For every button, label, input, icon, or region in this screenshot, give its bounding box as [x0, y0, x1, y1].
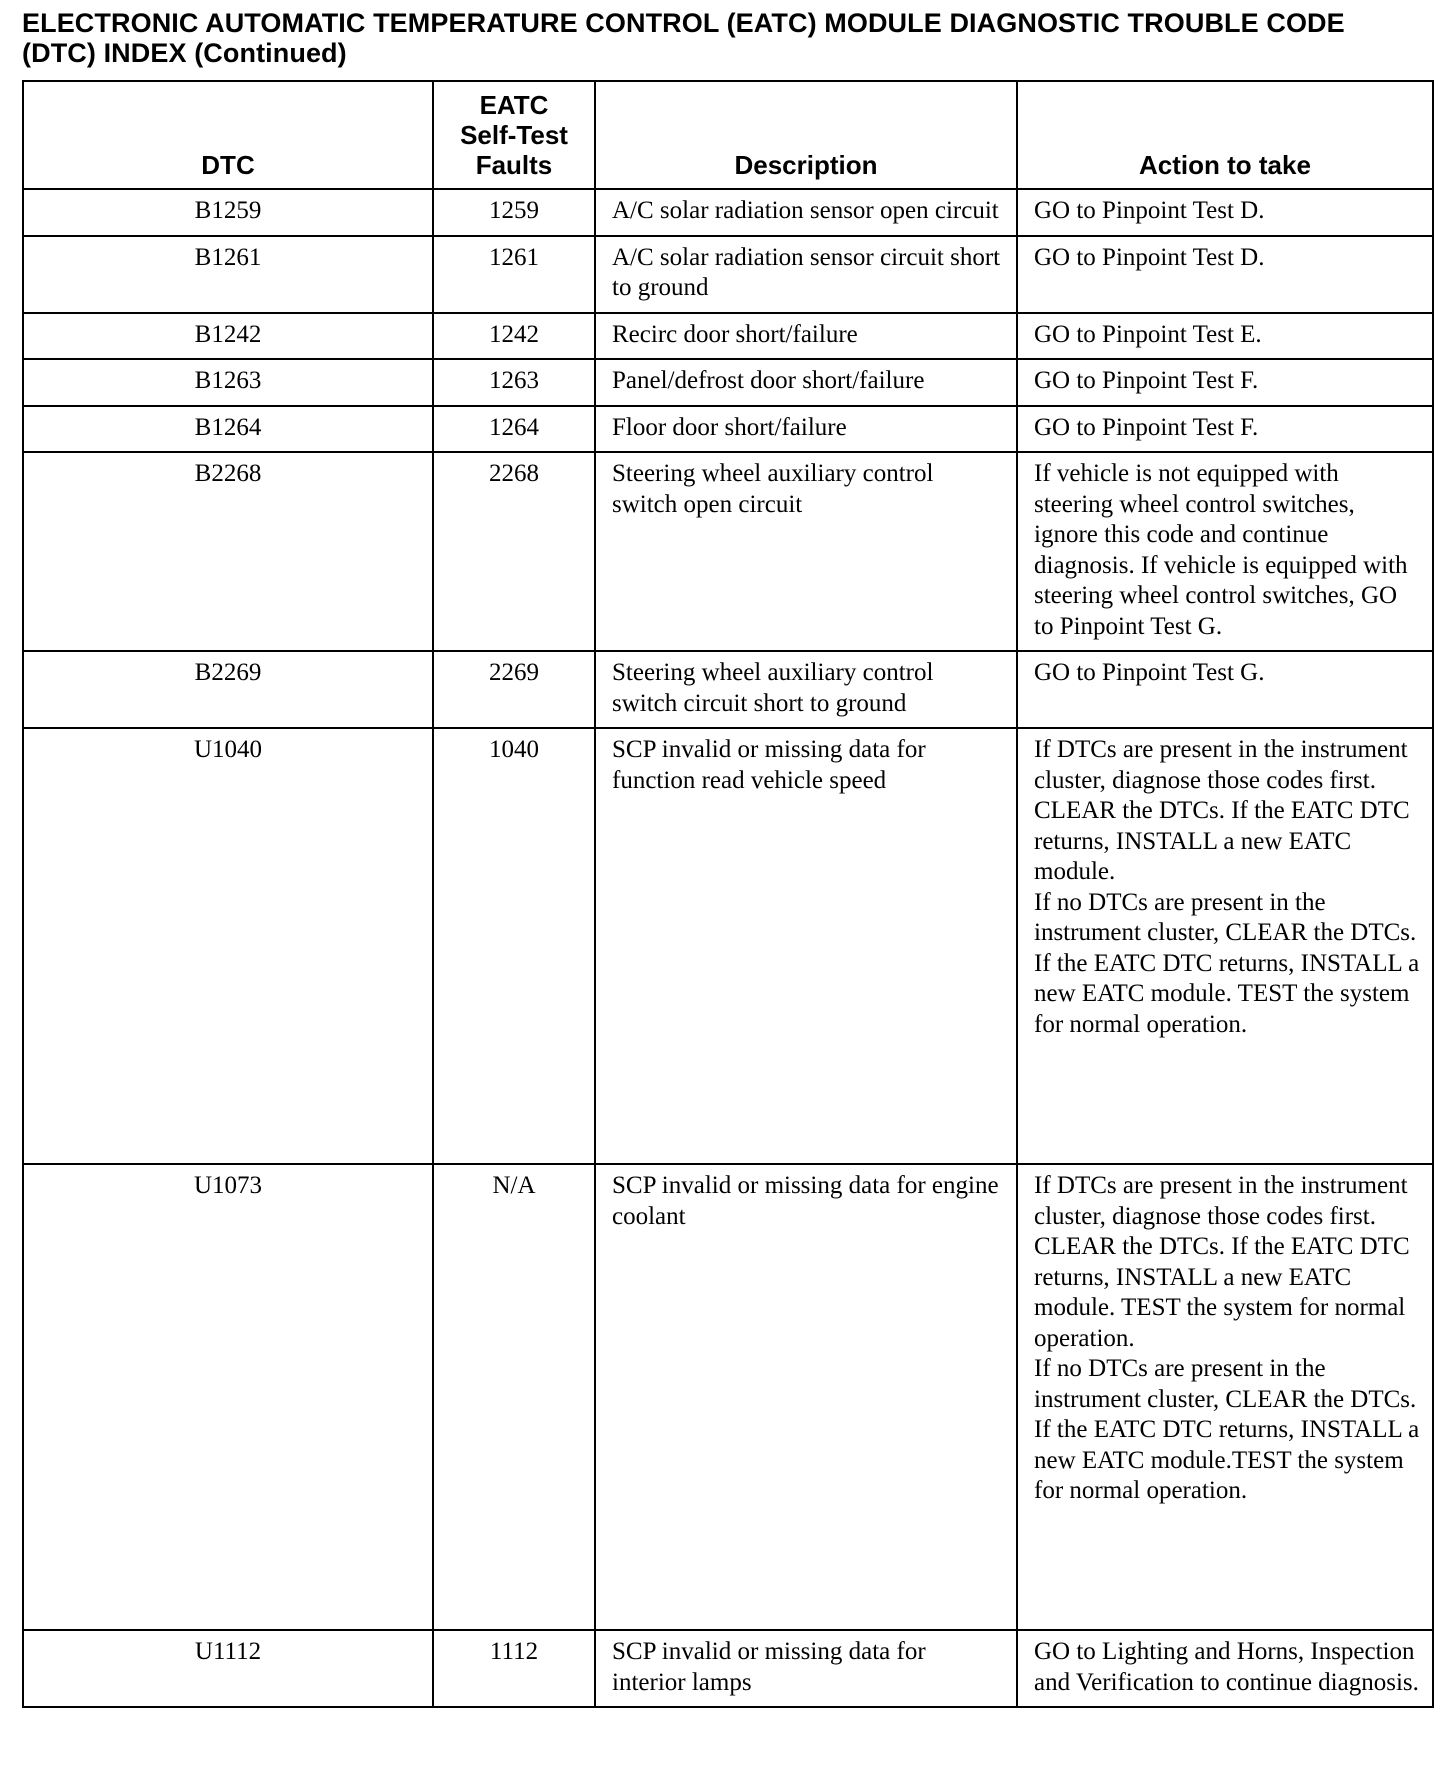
table-row — [23, 189, 1433, 236]
header-fault-line-1: EATC — [479, 90, 549, 120]
page-title-line-2: (DTC) INDEX (Continued) — [22, 38, 347, 68]
action-to-take — [1017, 728, 1433, 1164]
dtc-description: SCP invalid or missing data for function read vehicle speed — [595, 728, 1017, 1164]
self-test-fault: 2269 — [433, 651, 595, 728]
dtc-description: SCP invalid or missing data for interior lamps — [595, 1630, 1017, 1707]
action-text: GO to Pinpoint Test F. — [1034, 413, 1259, 441]
action-text: If DTCs are present in the instrument cluster, diagnose those codes first. CLEAR the DTCs. If the EATC DTC returns, INSTALL a new EATC module. TEST the system for normal operation. — [1034, 1172, 1410, 1352]
dtc-description: Floor door short/failure — [595, 406, 1017, 453]
action-text: GO to Pinpoint Test F. — [1034, 367, 1259, 394]
table-row — [23, 1164, 1433, 1630]
table-row — [23, 236, 1433, 313]
self-test-fault: 2268 — [433, 452, 595, 651]
page-title-line-1: ELECTRONIC AUTOMATIC TEMPERATURE CONTROL (EATC) MODULE DIAGNOSTIC TROUBLE CODE — [22, 8, 1345, 38]
dtc-description: A/C solar radiation sensor open circuit — [595, 189, 1017, 236]
action-text: GO to Lighting and Horns, Inspection and Verification to continue diagnosis. — [1034, 1638, 1419, 1696]
action-to-take — [1017, 651, 1433, 728]
dtc-code: B1261 — [23, 236, 433, 313]
dtc-code: U1112 — [23, 1630, 433, 1707]
header-dtc: DTC — [23, 81, 433, 189]
action-text: If no DTCs are present in the instrument cluster, CLEAR the DTCs. If the EATC DTC returns, INSTALL a new EATC module. TEST the system for normal operation. — [1034, 888, 1420, 1038]
action-to-take — [1017, 236, 1433, 313]
dtc-code: B2268 — [23, 452, 433, 651]
self-test-fault: 1264 — [433, 406, 595, 453]
action-to-take — [1017, 452, 1433, 651]
action-text: GO to Pinpoint Test E. — [1034, 320, 1262, 348]
self-test-fault: 1259 — [433, 189, 595, 236]
action-text: If no DTCs are present in the instrument cluster, CLEAR the DTCs. If the EATC DTC returns, INSTALL a new EATC module.TEST the system for normal operation. — [1034, 1355, 1420, 1504]
action-to-take — [1017, 189, 1433, 236]
dtc-index-table — [22, 80, 1434, 1708]
self-test-fault: 1263 — [433, 359, 595, 406]
action-text: GO to Pinpoint Test D. — [1034, 243, 1265, 271]
table-row — [23, 1630, 1433, 1707]
page-title — [22, 8, 1442, 68]
header-description: Description — [595, 81, 1017, 189]
table-body — [23, 189, 1433, 1707]
dtc-code: B1264 — [23, 406, 433, 453]
table-row — [23, 452, 1433, 651]
self-test-fault: 1261 — [433, 236, 595, 313]
dtc-description: Steering wheel auxiliary control switch open circuit — [595, 452, 1017, 651]
dtc-description: SCP invalid or missing data for engine coolant — [595, 1164, 1017, 1630]
action-to-take — [1017, 1630, 1433, 1707]
header-action: Action to take — [1017, 81, 1433, 189]
action-to-take — [1017, 359, 1433, 406]
self-test-fault: 1112 — [433, 1630, 595, 1707]
action-text: If vehicle is not equipped with steering wheel control switches, ignore this code and continue diagnosis. If vehicle is equipped with steering wheel control switches, GO to Pinpoint Test G. — [1034, 460, 1408, 640]
action-to-take — [1017, 406, 1433, 453]
self-test-fault: 1242 — [433, 313, 595, 360]
dtc-description: Recirc door short/failure — [595, 313, 1017, 360]
self-test-fault: N/A — [433, 1164, 595, 1630]
action-to-take — [1017, 1164, 1433, 1630]
header-fault-line-3: Faults — [475, 150, 553, 180]
dtc-code: B1242 — [23, 313, 433, 360]
dtc-description: A/C solar radiation sensor circuit short to ground — [595, 236, 1017, 313]
table-header — [23, 81, 1433, 189]
action-text: If DTCs are present in the instrument cluster, diagnose those codes first. CLEAR the DTCs. If the EATC DTC returns, INSTALL a new EATC module. — [1034, 736, 1410, 885]
dtc-description: Panel/defrost door short/failure — [595, 359, 1017, 406]
dtc-code: U1073 — [23, 1164, 433, 1630]
header-self-test-faults — [433, 81, 595, 189]
self-test-fault: 1040 — [433, 728, 595, 1164]
header-row — [23, 81, 1433, 189]
action-text: GO to Pinpoint Test G. — [1034, 659, 1265, 686]
dtc-code: B2269 — [23, 651, 433, 728]
action-to-take — [1017, 313, 1433, 360]
dtc-code: U1040 — [23, 728, 433, 1164]
table-row — [23, 406, 1433, 453]
dtc-description: Steering wheel auxiliary control switch circuit short to ground — [595, 651, 1017, 728]
table-row — [23, 313, 1433, 360]
dtc-code: B1259 — [23, 189, 433, 236]
table-row — [23, 728, 1433, 1164]
header-fault-line-2: Self-Test — [460, 120, 568, 150]
dtc-code: B1263 — [23, 359, 433, 406]
action-text: GO to Pinpoint Test D. — [1034, 197, 1265, 224]
table-row — [23, 651, 1433, 728]
table-row — [23, 359, 1433, 406]
